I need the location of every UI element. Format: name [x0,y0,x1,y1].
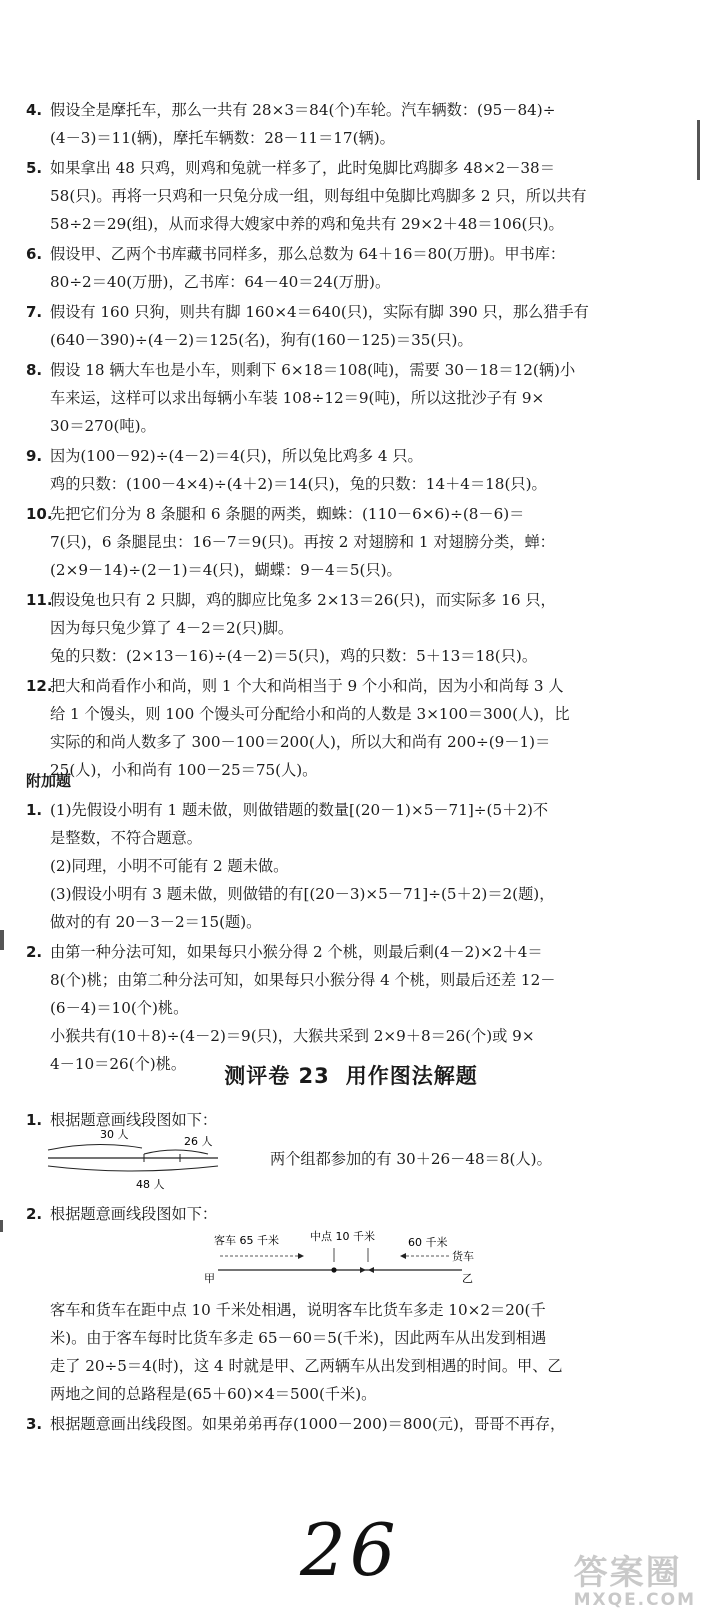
item-line: (1)先假设小明有 1 题未做，则做错题的数量[(20－1)×5－71]÷(5＋2)不 [50,801,549,819]
item-number: 4. [26,101,43,119]
item-line: 走了 20÷5＝4(时)，这 4 时就是甲、乙两辆车从出发到相遇的时间。甲、乙 [50,1357,563,1375]
item-line: (2)同理，小明不可能有 2 题未做。 [50,857,289,875]
item-line: (2×9－14)÷(2－1)＝4(只)，蝴蝶：9－4＝5(只)。 [50,561,402,579]
answer-item [26,96,686,152]
item-line: 58÷2＝29(组)，从而求得大嫂家中养的鸡和兔共有 29×2＋48＝106(只)。 [50,215,564,233]
item-line: 根据题意画线段图如下： [50,1205,218,1223]
item-line: 假设 18 辆大车也是小车，则剩下 6×18＝108(吨)，需要 30－18＝12(辆)小 [50,361,576,379]
answer-item [26,154,686,238]
item-line: (6－4)＝10(个)桃。 [50,999,189,1017]
answer-item [26,1200,686,1228]
item-number: 3. [26,1415,43,1433]
label-jia: 甲 [204,1272,215,1285]
item-number: 7. [26,303,43,321]
item-number: 2. [26,943,43,961]
item-line: 由第一种分法可知，如果每只小猴分得 2 个桃，则最后剩(4－2)×2＋4＝ [50,943,543,961]
section-heading [0,1060,702,1090]
handwritten-page-number: 26 [300,1508,400,1592]
item-line: 根据题意画线段图如下： [50,1111,218,1129]
label-30: 30 人 [100,1128,129,1141]
item-line: 假设有 160 只狗，则共有脚 160×4＝640(只)，实际有脚 390 只，那么猎手有 [50,303,589,321]
watermark-logo [574,1545,696,1610]
item-number: 12. [26,677,53,695]
item-line: 8(个)桃；由第二种分法可知，如果每只小猴分得 4 个桃，则最后还差 12－ [50,971,556,989]
diagram1-result: 两个组都参加的有 30＋26－48＝8(人)。 [270,1150,552,1168]
answer-item [26,500,686,584]
watermark-url: MXQE.COM [573,1590,696,1610]
item-line: (640－390)÷(4－2)＝125(名)，狗有(160－125)＝35(只)。 [50,331,473,349]
item-line: 25(人)，小和尚有 100－25＝75(人)。 [50,761,318,779]
answer-item [26,298,686,354]
item-line: 两地之间的总路程是(65＋60)×4＝500(千米)。 [50,1385,377,1403]
item-line: 假设甲、乙两个书库藏书同样多，那么总数为 64＋16＝80(万册)。甲书库： [50,245,566,263]
item-line: 做对的有 20－3－2＝15(题)。 [50,913,262,931]
item-number: 2. [26,1205,43,1223]
item-line: (3)假设小明有 3 题未做，则做错的有[(20－3)×5－71]÷(5＋2)＝2(题)， [50,885,555,903]
item-line: 58(只)。再将一只鸡和一只兔分成一组，则每组中兔脚比鸡脚多 2 只，所以共有 [50,187,587,205]
item-line: (4－3)＝11(辆)，摩托车辆数：28－11＝17(辆)。 [50,129,395,147]
label-mid: 中点 10 千米 [310,1230,375,1243]
item-line: 如果拿出 48 只鸡，则鸡和兔就一样多了，此时兔脚比鸡脚多 48×2－38＝ [50,159,555,177]
brace-top-left [48,1144,142,1150]
line-diagram-2 [200,1230,500,1286]
heading-title: 用作图法解题 [345,1064,478,1088]
label-yi: 乙 [462,1272,473,1285]
item-line: 小猴共有(10＋8)÷(4－2)＝9(只)，大猴共采到 2×9＋8＝26(个)或 9× [50,1027,535,1045]
answer-item [26,938,686,1078]
item-line: 7(只)，6 条腿昆虫：16－7＝9(只)。再按 2 对翅膀和 1 对翅膀分类，蝉： [50,533,555,551]
item-number: 8. [26,361,43,379]
answer-item [26,796,686,936]
binding-mark [697,120,700,180]
item-line: 把大和尚看作小和尚，则 1 个大和尚相当于 9 个小和尚，因为小和尚每 3 人 [50,677,564,695]
item-line: 30＝270(吨)。 [50,417,156,435]
heading-number: 测评卷 23 [224,1064,330,1088]
brace-bottom [48,1166,218,1171]
label-26: 26 人 [184,1135,213,1148]
item-number: 10. [26,505,53,523]
item-line: 客车和货车在距中点 10 千米处相遇，说明客车比货车多走 10×2＝20(千 [50,1301,546,1319]
item-line: 假设全是摩托车，那么一共有 28×3＝84(个)车轮。汽车辆数：(95－84)÷ [50,101,556,119]
answer-item [26,442,686,498]
watermark-text: 答案圈 [573,1553,682,1593]
item-number: 6. [26,245,43,263]
item-line: 先把它们分为 8 条腿和 6 条腿的两类，蜘蛛：(110－6×6)÷(8－6)＝ [50,505,525,523]
binding-mark [0,930,4,950]
item-line: 80÷2＝40(万册)，乙书库：64－40＝24(万册)。 [50,273,391,291]
item-line: 实际的和尚人数多了 300－100＝200(人)，所以大和尚有 200÷(9－1)＝ [50,733,551,751]
item-line: 4－10＝26(个)桃。 [50,1055,187,1073]
item-number: 9. [26,447,43,465]
answer-item [26,240,686,296]
item-number: 1. [26,801,43,819]
brace-top-right [144,1150,208,1154]
item-line: 根据题意画出线段图。如果弟弟再存(1000－200)＝800(元)，哥哥不再存， [50,1415,566,1433]
item-number: 1. [26,1111,43,1129]
item-line: 是整数，不符合题意。 [50,829,202,847]
item-number: 5. [26,159,43,177]
item-line: 给 1 个馒头，则 100 个馒头可分配给小和尚的人数是 3×100＝300(人)，比 [50,705,570,723]
answer-item-body [26,1296,686,1408]
line-diagram-1 [40,1128,240,1190]
item-line: 因为每只兔少算了 4－2＝2(只)脚。 [50,619,294,637]
label-truck: 货车 [452,1250,474,1263]
answer-item [26,586,686,670]
item-line: 鸡的只数：(100－4×4)÷(4＋2)＝14(只)，兔的只数：14＋4＝18(只)。 [50,475,547,493]
item-number: 11. [26,591,53,609]
extra-section-label: 附加题 [26,772,72,790]
item-line: 假设兔也只有 2 只脚，鸡的脚应比兔多 2×13＝26(只)，而实际多 16 只， [50,591,556,609]
answer-item [26,1410,686,1438]
item-line: 米)。由于客车每时比货车多走 65－60＝5(千米)，因此两车从出发到相遇 [50,1329,547,1347]
label-48: 48 人 [136,1178,165,1190]
answer-item [26,356,686,440]
binding-mark [0,1220,3,1232]
label-bus: 客车 65 千米 [214,1234,279,1247]
label-60: 60 千米 [408,1236,448,1249]
item-line: 车来运，这样可以求出每辆小车装 108÷12＝9(吨)，所以这批沙子有 9× [50,389,545,407]
answer-item [26,672,686,784]
item-line: 兔的只数：(2×13－16)÷(4－2)＝5(只)，鸡的只数：5＋13＝18(只)。 [50,647,538,665]
item-line: 因为(100－92)÷(4－2)＝4(只)，所以兔比鸡多 4 只。 [50,447,423,465]
